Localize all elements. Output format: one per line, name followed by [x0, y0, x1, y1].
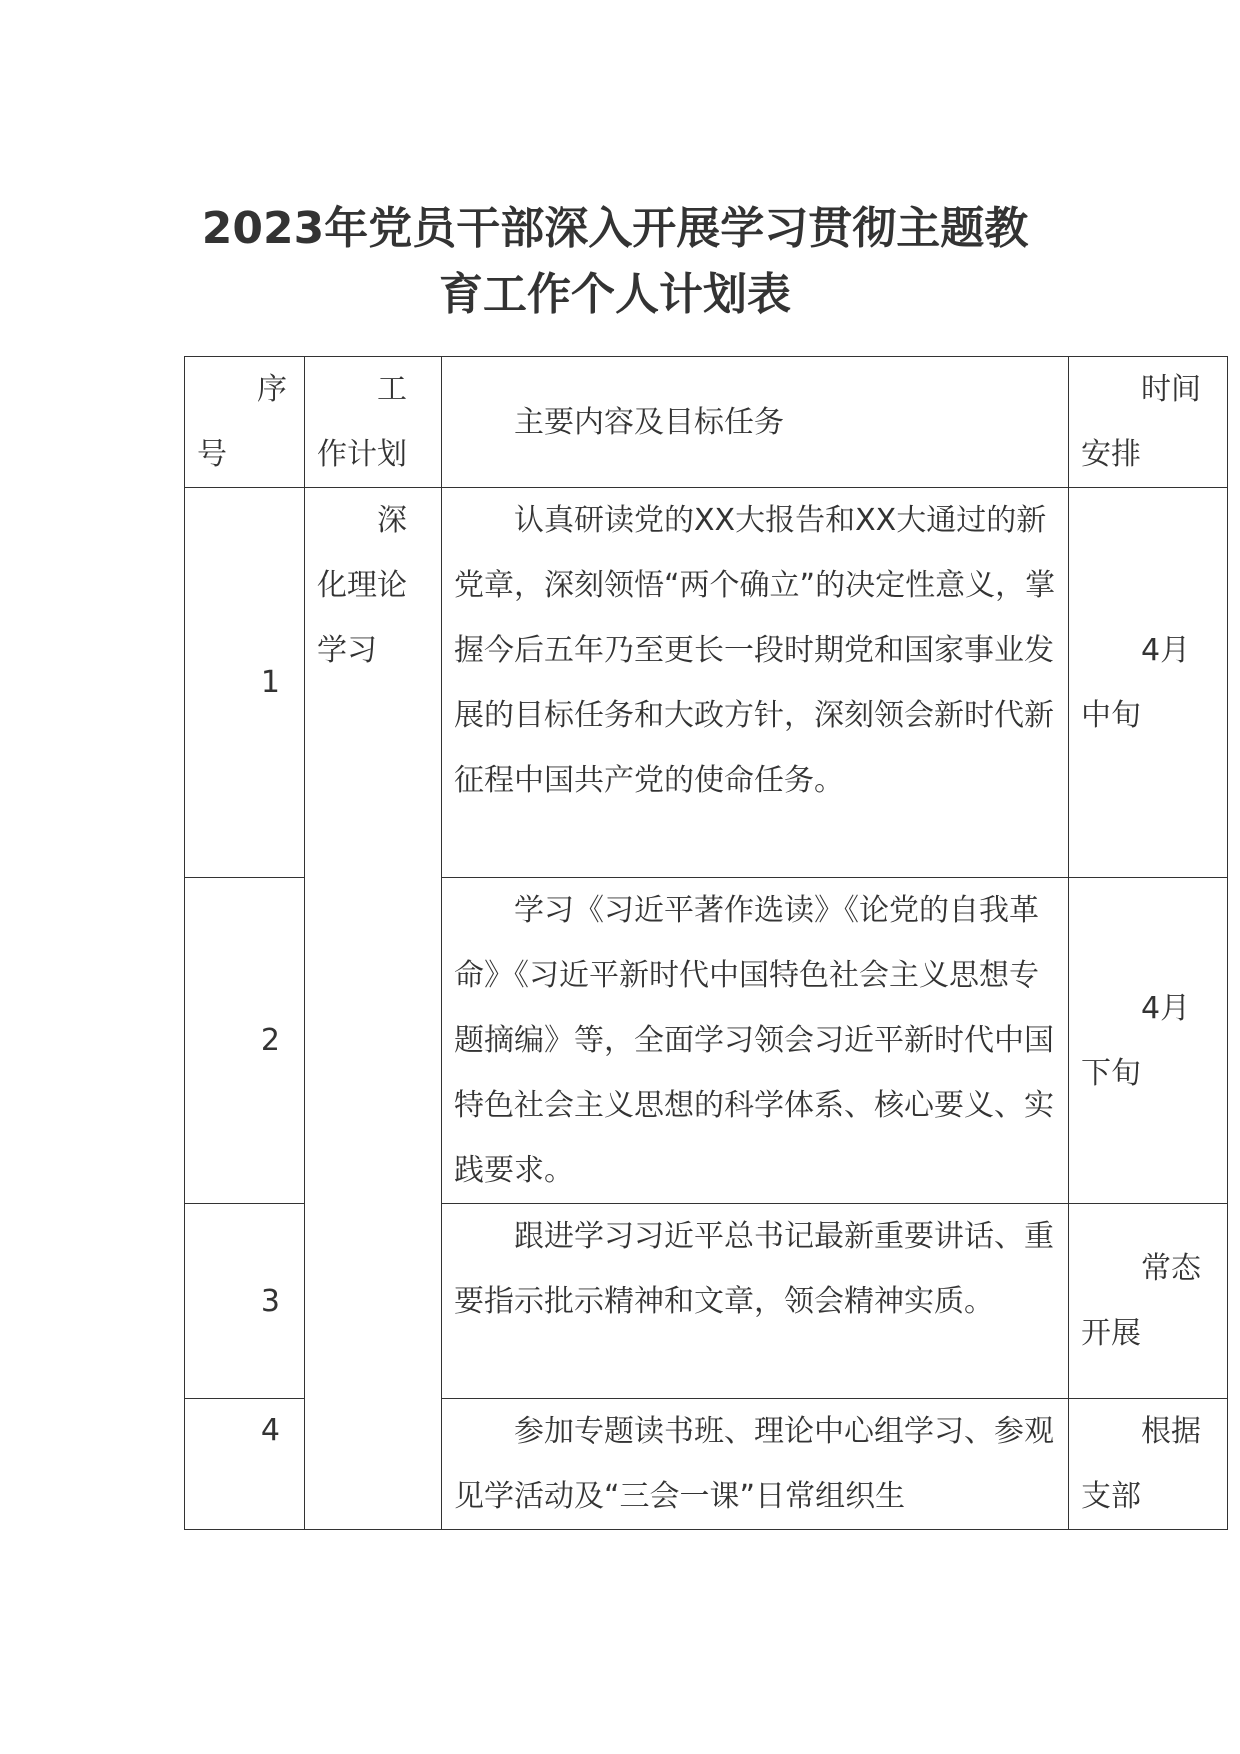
- time-text: 4月下旬: [1081, 990, 1191, 1091]
- main-content-text: 学习《习近平著作选读》《论党的自我革命》《习近平新时代中国特色社会主义思想专题摘编》等，全面学习领会习近平新时代中国特色社会主义思想的科学体系、核心要义、实践要求。: [454, 893, 1054, 1188]
- time-text: 常态开展: [1081, 1251, 1201, 1351]
- table-row: [185, 488, 1228, 878]
- row-number-cell: 4: [185, 1399, 305, 1530]
- header-plan-text: 工作计划: [317, 372, 407, 472]
- main-content-cell: [442, 1399, 1069, 1530]
- header-cell-main: [442, 357, 1069, 488]
- page-title: [150, 196, 1080, 328]
- time-cell: [1069, 488, 1228, 878]
- row-number-cell: 1: [185, 488, 305, 878]
- header-cell-plan: [305, 357, 442, 488]
- header-main-text: 主要内容及目标任务: [514, 404, 784, 440]
- main-content-cell: [442, 878, 1069, 1204]
- table-header-row: [185, 357, 1228, 488]
- page-title-line-1: 2023年党员干部深入开展学习贯彻主题教: [201, 203, 1029, 254]
- main-content-text: 认真研读党的XX大报告和XX大通过的新党章，深刻领悟“两个确立”的决定性意义，掌握今后五年乃至更长一段时期党和国家事业发展的目标任务和大政方针，深刻领会新时代新征程中国共产党的使命任务。: [454, 503, 1056, 798]
- plan-table: [184, 356, 1228, 1530]
- main-content-cell: [442, 488, 1069, 878]
- time-cell: [1069, 1399, 1228, 1530]
- header-cell-time: [1069, 357, 1228, 488]
- row-number-cell: 3: [185, 1204, 305, 1399]
- plan-group-cell: [305, 488, 442, 1530]
- plan-group-text: 深化理论学习: [317, 503, 407, 668]
- header-time-text: 时间安排: [1081, 372, 1201, 472]
- time-cell: [1069, 878, 1228, 1204]
- main-content-cell: [442, 1204, 1069, 1399]
- header-cell-no: [185, 357, 305, 488]
- time-text: 根据支部: [1081, 1414, 1201, 1514]
- time-text: 4月中旬: [1081, 632, 1191, 733]
- time-cell: [1069, 1204, 1228, 1399]
- page-title-line-2: 育工作个人计划表: [439, 269, 791, 320]
- main-content-text: 跟进学习习近平总书记最新重要讲话、重要指示批示精神和文章，领会精神实质。: [454, 1219, 1054, 1319]
- header-no-text: 序号: [197, 372, 287, 472]
- row-number-cell: 2: [185, 878, 305, 1204]
- main-content-text: 参加专题读书班、理论中心组学习、参观见学活动及“三会一课”日常组织生: [454, 1414, 1054, 1514]
